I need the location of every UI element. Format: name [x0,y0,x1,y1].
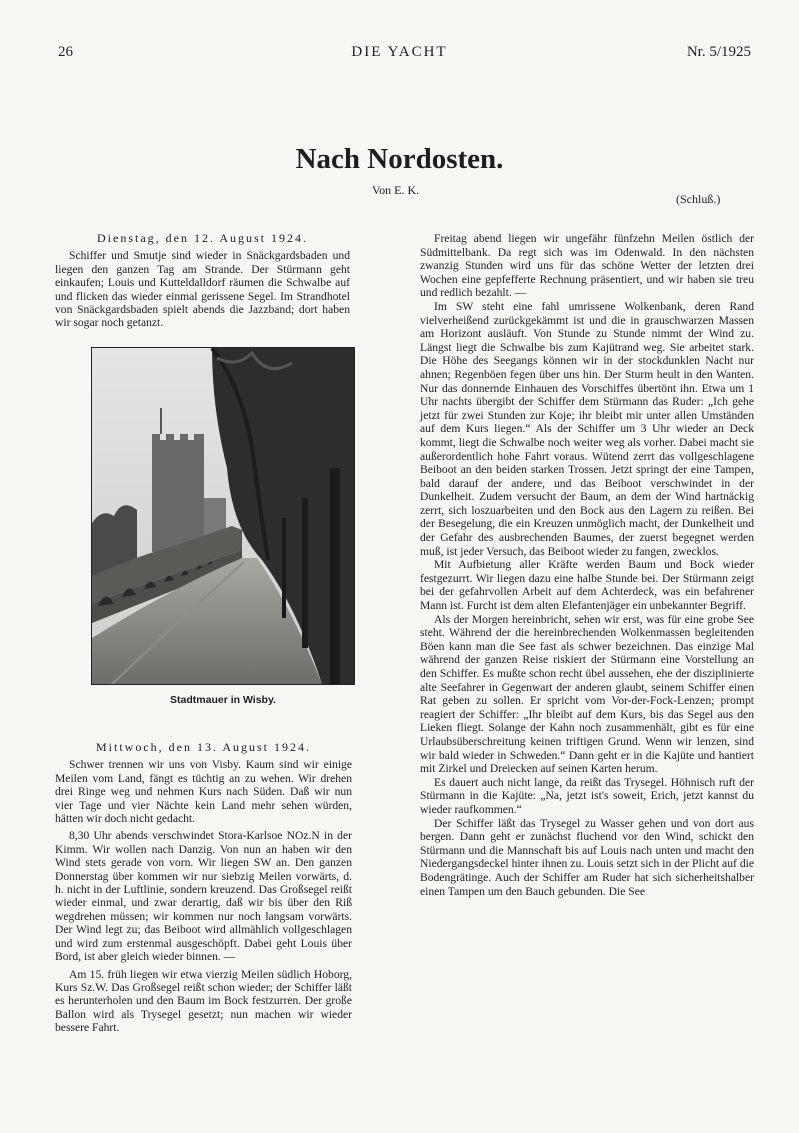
page-number: 26 [58,44,73,60]
paragraph: Als der Morgen hereinbricht, sehen wir erst, was für eine grobe See steht. Während der die hereinbrechenden Wolkenmassen begleitenden Böen kann man die See fast als schwer bezeichnen. Das einzige Mal während der ganzen Reise riskiert der Stürmann eine Vorstellung an den Schiffer. Es mußte schon recht übel aussehen, ehe der disziplinierte alte Seefahrer in Gegenwart der anderen glaubt, seinem Schiffer einen Rat geben zu sollen. Er spricht vom Vor-der-Fock-Lenzen; prompt reagiert der Schiffer: „Ihr bleibt auf dem Kurs, bis das Segel aus den Lieken fliegt. Solange der Kahn noch zusammenhält, gibt es für eine Urlaubsüberschreitung keinen triftigen Grund. Wenn wir lenzen, sind wir bald wieder in Schweden.“ Dann geht er in die Kajüte und hantiert mit Zirkel und Dreiecken auf seinen Karten herum. [420,612,754,776]
paragraph: Schwer trennen wir uns von Visby. Kaum sind wir einige Meilen vom Land, fängt es tüchtig an zu wehen. Wir drehen drei Ringe weg und nehmen Kurs nach Süden. Daß wir nun vier Tage und vier Nächte kein Land mehr sehen würden, hätten wir doch nicht gedacht. [55,758,352,826]
paragraph: Mit Aufbietung aller Kräfte werden Baum und Bock wieder festgezurrt. Wir liegen dazu eine halbe Stunde bei. Der Stürmann zeigt bei der gefahrvollen Arbeit auf dem Achterdeck, was ein befahrener Mann ist. Furcht ist dem alten Elefantenjäger ein unbekannter Begriff. [420,558,754,613]
paragraph: Im SW steht eine fahl umrissene Wolkenbank, deren Rand vielverheißend zurückgekämmt ist und die in grauschwarzen Massen am Horizont ausläuft. Von Stunde zu Stunde nimmt der Wind zu. Längst liegt die Schwalbe bis zum Kajütrand weg. Sie arbeitet stark. Die Höhe des Seegangs können wir in der stockdunklen Nacht nur ahnen; Regenböen fegen über uns hin. Der Sturm heult in den Wanten. Nur das donnernde Einhauen des Vorschiffes übertönt ihn. Etwa um 1 Uhr nachts übergibt der Schiffer dem Stürmann das Ruder: „Ich gehe jetzt für zwei Stunden zur Koje; ihr bleibt mir unter allen Umständen auf dem Kurs liegen.“ Als der Schiffer um 3 Uhr wieder an Deck kommt, liegt die Schwalbe noch weiter weg als vorher. Dabei macht sie außerordentlich hohe Fahrt voraus. Wütend zerrt das vollgeschlagene Beiboot an den beiden starken Trossen. Jetzt springt der eine Tampen, bald darauf der andere, und das Beiboot verschwindet in der Dunkelheit. Zudem versucht der Baum, an dem der Wind hartnäckig zerrt, sich loszuarbeiten und den Bock aus den Lagern zu reißen. Bei der Besegelung, die ein Kreuzen unmöglich macht, der Dunkelheit und der Gefahr des ausbrechenden Baumes, der zuerst begegnet werden muß, ist jeder Versuch, das Beiboot wieder zu fangen, zwecklos. [420,299,754,558]
paragraph: Der Schiffer läßt das Trysegel zu Wasser gehen und von dort aus bergen. Dann geht er zunächst fluchend vor den Wind, schickt den Stürmann und die Mannschaft bis auf Louis nach unten und macht den Niedergangsdeckel hinter ihnen zu. Louis setzt sich in der Plicht auf die Bodengrätinge. Auch der Schiffer am Ruder hat sich sicherheitshalber einen Tampen um den Bauch gebunden. Die See [420,816,754,898]
photo-city-wall [91,347,355,685]
magazine-title: DIE YACHT [351,44,448,60]
dateline: Mittwoch, den 13. August 1924. [96,740,311,754]
paragraph: Es dauert auch nicht lange, da reißt das Trysegel. Höhnisch ruft der Stürmann in die Kajüte: „Na, jetzt ist's soweit, Erich, jetzt kannst du wieder raufkommen.“ [420,775,754,816]
article-title: Nach Nordosten. [295,143,504,175]
issue-number: Nr. 5/1925 [686,44,751,60]
paragraph: Schiffer und Smutje sind wieder in Snäckgardsbaden und liegen den ganzen Tag am Strande. Der Stürmann geht einkaufen; Louis und Kutteldalldorf räumen die Schwalbe auf und flicken das wieder einmal gerissene Segel. Im Strandhotel von Snäckgardsbaden spielt abends die Jazzband; dort haben wir sogar noch getanzt. [55,249,350,330]
left-column-bottom [55,741,352,1035]
paragraph: Freitag abend liegen wir ungefähr fünfzehn Meilen östlich der Südmittelbank. Da regt sich was im Odenwald. In den nächsten zwanzig Stunden wird uns für das schöne Wetter der letzten drei Wochen eine gepfefferte Rechnung präsentiert, und wir haben sie treu und redlich bezahlt. — [420,232,754,300]
continued-note: (Schluß.) [676,192,721,206]
paragraph: Am 15. früh liegen wir etwa vierzig Meilen südlich Hoborg, Kurs Sz.W. Das Großsegel reißt schon wieder; der Schiffer läßt es herunterholen und den Baum im Bock festzurren. Der große Ballon wird als Trysegel gesetzt; nun machen wir wieder bessere Fahrt. [55,967,352,1035]
paragraph: 8,30 Uhr abends verschwindet Stora-Karlsoe NOz.N in der Kimm. Wir wollen nach Danzig. Von nun an haben wir den Wind stets gerade von vorn. Wir liegen SW an. Den ganzen Donnerstag über kommen wir nur siebzig Meilen vorwärts, d. h. nicht in der Luftlinie, sondern kreuzend. Das Großsegel reißt wieder einmal, und zwar derartig, daß wir bis über den Riß wegdrehen müssen; wir kommen nur noch langsam vorwärts. Der Wind legt zu; das Beiboot wird allmählich vollgeschlagen und wird zum erstenmal ausgeschöpft. Dabei geht Louis über Bord, ist aber gleich wieder binnen. — [55,829,352,964]
dateline: Dienstag, den 12. August 1924. [97,231,308,245]
byline: Von E. K. [372,183,420,197]
right-column [420,232,754,898]
photo-caption: Stadtmauer in Wisby. [170,694,276,706]
left-column-top [55,232,350,330]
